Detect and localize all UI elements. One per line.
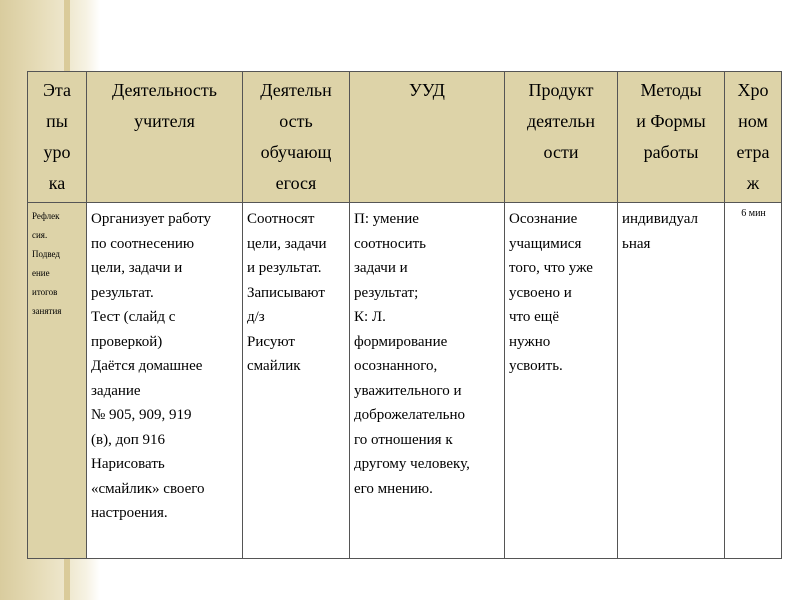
header-label: Продукт деятельн ости (526, 80, 596, 162)
header-label: Деятельн ость обучающ егося (260, 80, 332, 193)
uud-text: П: умение соотносить задачи и результат; К: Л. формирование осознанного, уважительного и доброжелательно го отношения к другому человеку, его мнению. (354, 211, 470, 497)
header-label: Деятельность учителя (112, 80, 217, 131)
table-row (28, 203, 782, 559)
stage-text: Рефлек сия. Подвед ение итогов занятия (32, 211, 62, 316)
lesson-plan-table (27, 71, 782, 559)
cell-product (505, 203, 618, 559)
header-label: Методы и Формы работы (636, 80, 706, 162)
student-activity-text: Соотносят цели, задачи и результат. Записывают д/з Рисуют смайлик (247, 211, 327, 374)
header-cell-uud (350, 72, 505, 203)
product-text: Осознание учащимися того, что уже усвоено и что ещё нужно усвоить. (509, 211, 593, 374)
header-label: Хро ном етра ж (736, 80, 770, 193)
table-header-row (28, 72, 782, 203)
header-cell-product (505, 72, 618, 203)
header-cell-stages (28, 72, 87, 203)
cell-methods (618, 203, 725, 559)
methods-text: индивидуал ьная (622, 211, 699, 252)
header-cell-timing (725, 72, 782, 203)
cell-timing (725, 203, 782, 559)
cell-uud (350, 203, 505, 559)
timing-text: 6 мин (741, 208, 766, 219)
header-label: Эта пы уро ка (43, 80, 71, 193)
header-cell-student-activity (243, 72, 350, 203)
cell-student-activity (243, 203, 350, 559)
header-cell-teacher-activity (87, 72, 243, 203)
cell-teacher-activity (87, 203, 243, 559)
teacher-activity-text: Организует работу по соотнесению цели, задачи и результат. Тест (слайд с проверкой) Даётся домашнее задание № 905, 909, 919 (в), доп 916 Нарисовать «смайлик» своего настроения. (91, 211, 212, 521)
header-cell-methods (618, 72, 725, 203)
cell-stage (28, 203, 87, 559)
header-label: УУД (409, 80, 445, 100)
